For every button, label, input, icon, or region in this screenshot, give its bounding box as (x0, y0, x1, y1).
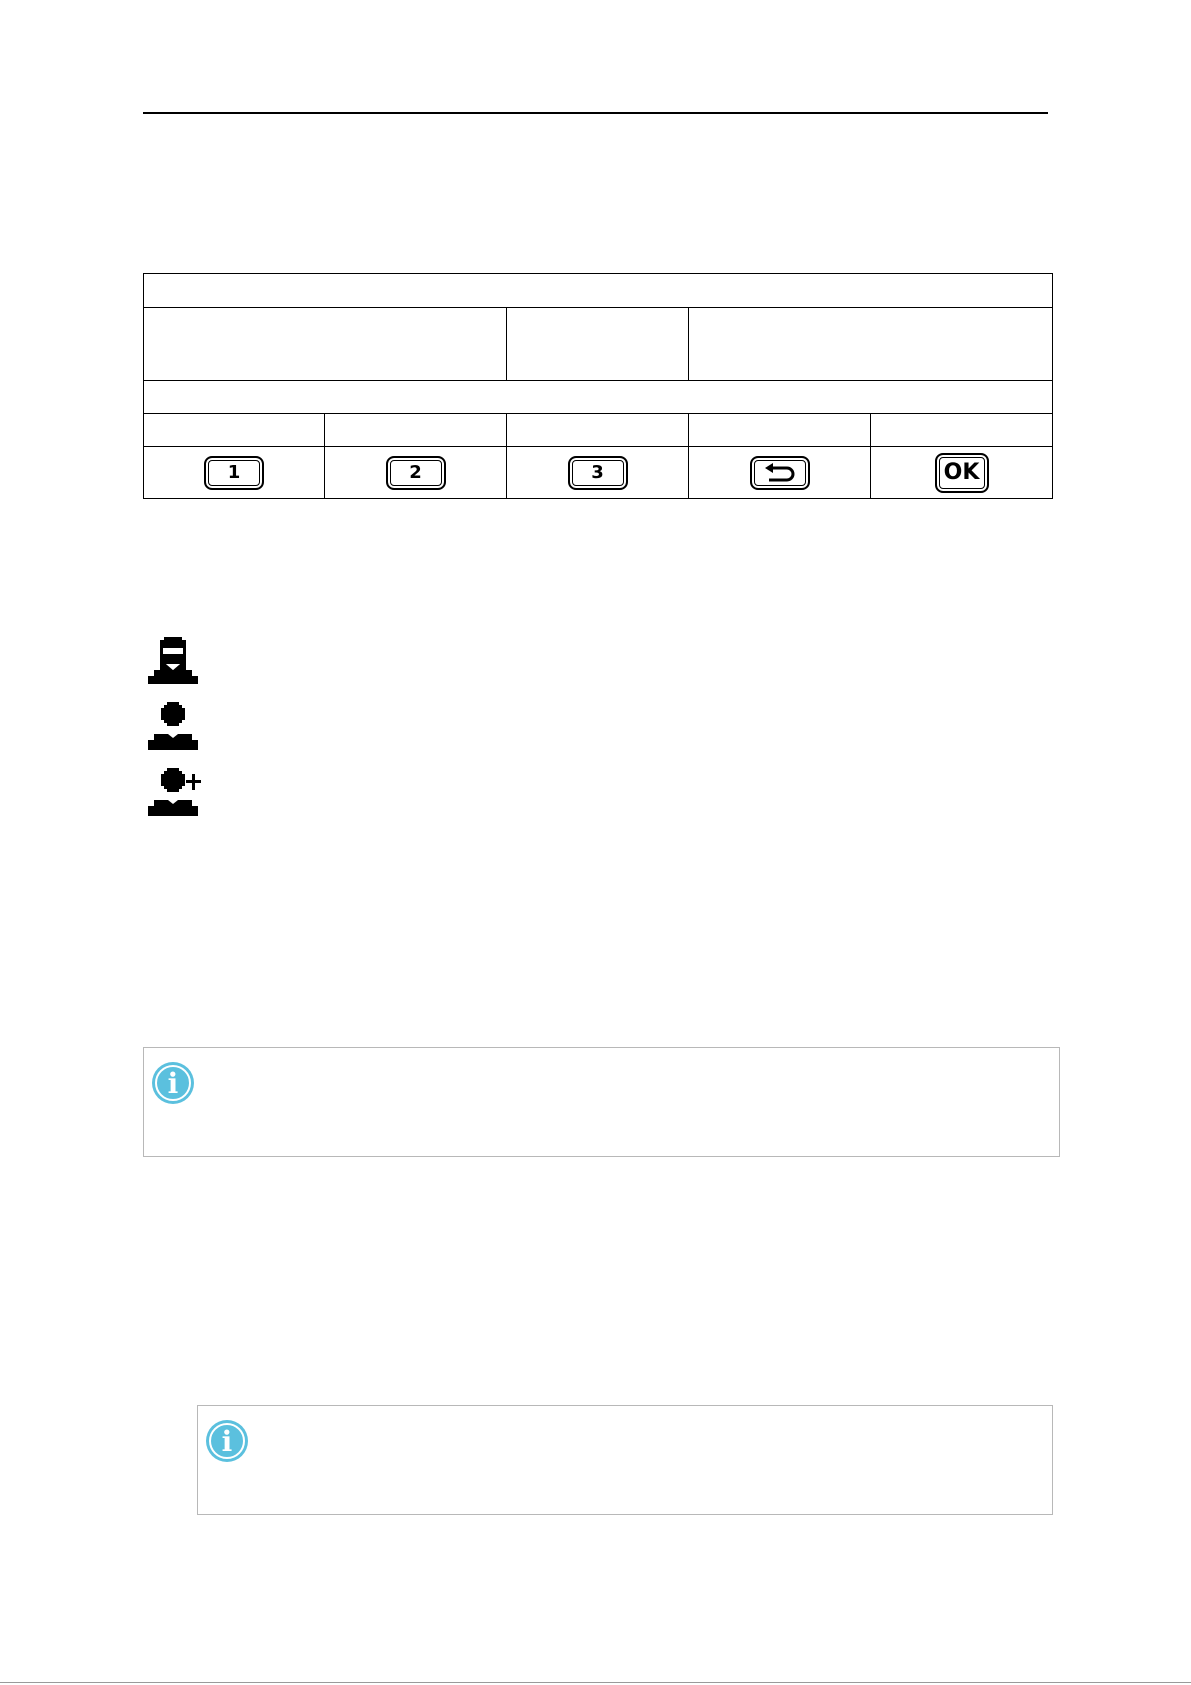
table-cell (507, 414, 689, 447)
footer-rule (0, 1682, 1191, 1683)
add-user-icon (146, 766, 206, 816)
table-cell (871, 414, 1053, 447)
info-note (197, 1405, 1053, 1515)
key-1-button[interactable]: 1 (204, 456, 264, 490)
welder-helmet-icon (146, 634, 200, 684)
key-3-button[interactable]: 3 (568, 456, 628, 490)
table-row (144, 414, 1053, 447)
info-icon: i (152, 1062, 194, 1104)
user-icon (146, 700, 200, 750)
table-cell (144, 274, 1053, 308)
table-cell (507, 308, 689, 381)
back-button[interactable] (750, 456, 810, 490)
table-cell (325, 414, 507, 447)
table-row (144, 274, 1053, 308)
table-row (144, 447, 1053, 499)
ok-button[interactable]: OK (935, 453, 989, 493)
table-row (144, 381, 1053, 414)
table-cell (689, 308, 1053, 381)
info-icon: i (206, 1420, 248, 1462)
header-rule (143, 112, 1048, 114)
table-cell (144, 381, 1053, 414)
table-cell (871, 447, 1053, 499)
table-cell (325, 447, 507, 499)
table-cell (689, 447, 871, 499)
table-cell (507, 447, 689, 499)
info-note (143, 1047, 1060, 1157)
table-cell (144, 308, 507, 381)
key-2-button[interactable]: 2 (386, 456, 446, 490)
table-cell (144, 447, 325, 499)
table-cell (144, 414, 325, 447)
table-row (144, 308, 1053, 381)
key-table (143, 273, 1053, 499)
return-arrow-icon (763, 463, 797, 483)
table-cell (689, 414, 871, 447)
